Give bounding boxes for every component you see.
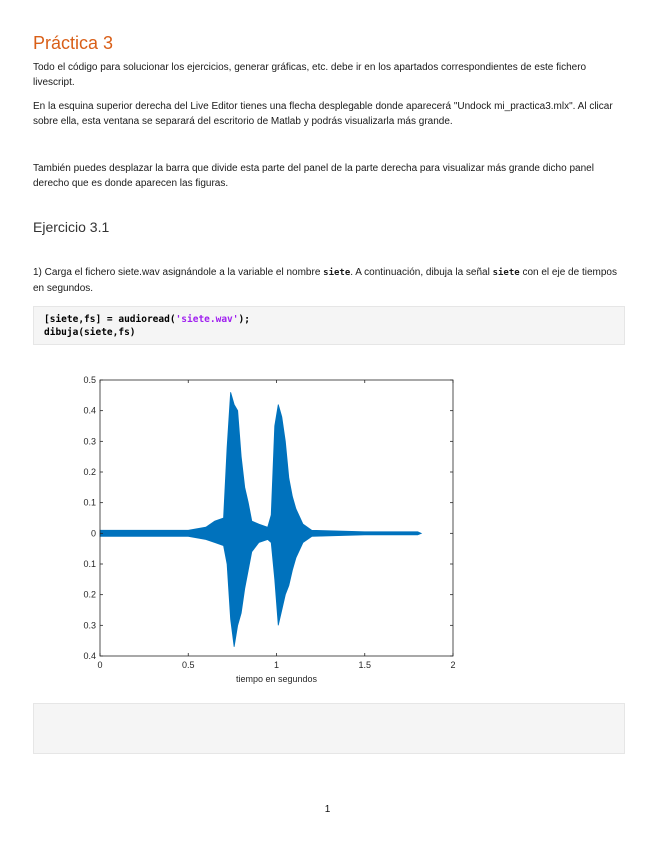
section-heading: Ejercicio 3.1 [33,219,110,235]
x-tick-label: 1.5 [358,660,372,670]
y-tick-label: 0.5 [83,375,96,385]
variable-siete-1: siete [323,268,351,278]
y-tick-label: 0.4 [83,651,96,661]
x-axis-label: tiempo en segundos [235,674,318,684]
waveform-series [100,392,421,647]
intro-paragraph-1: Todo el código para solucionar los ejercicios, generar gráficas, etc. debe ir en los apartados correspondientes de este fichero livescript. [33,62,587,88]
x-tick-label: 0.5 [181,660,195,670]
intro-paragraph-3: También puedes desplazar la barra que divide esta parte del panel de la parte derecha para visualizar más grande dicho panel derecho que es donde aparecen las figuras. [33,163,594,189]
y-tick-label: 0.2 [83,467,96,477]
y-tick-label: 0.2 [83,589,96,600]
x-tick-label: 2 [450,660,456,670]
exercise-instructions: 1) Carga el fichero siete.wav asignándole a la variable el nombre siete. A continuación, dibuja la señal siete con el eje de tiempos en segundos. [33,267,617,294]
code-string: 'siete.wav' [175,314,239,325]
variable-siete-2: siete [492,268,520,278]
y-tick-label: 0.3 [83,620,96,631]
code-line-1: [siete,fs] = audioread('siete.wav'); [44,314,250,325]
waveform-plot [0,365,655,695]
y-tick-label: 0.1 [83,559,96,569]
y-tick-label: 0.4 [83,405,96,416]
y-tick-label: 0.3 [83,436,96,447]
code-block[interactable] [33,306,625,345]
page-number: 1 [324,804,331,815]
code-line-2: dibuja(siete,fs) [44,327,136,338]
x-tick-label: 0 [97,660,103,670]
intro-paragraph-2: En la esquina superior derecha del Live Editor tienes una flecha desplegable donde aparecerá "Undock mi_practica3.mlx". Al clicar sobre ella, esta ventana se separará del escritorio de Matlab y podrás visualizarla más grande. [33,101,613,127]
page-title: Práctica 3 [33,33,114,53]
output-box[interactable] [33,703,625,754]
x-tick-label: 1 [273,660,280,670]
y-tick-label: 0.1 [83,497,96,508]
y-tick-label: 0 [90,528,96,539]
